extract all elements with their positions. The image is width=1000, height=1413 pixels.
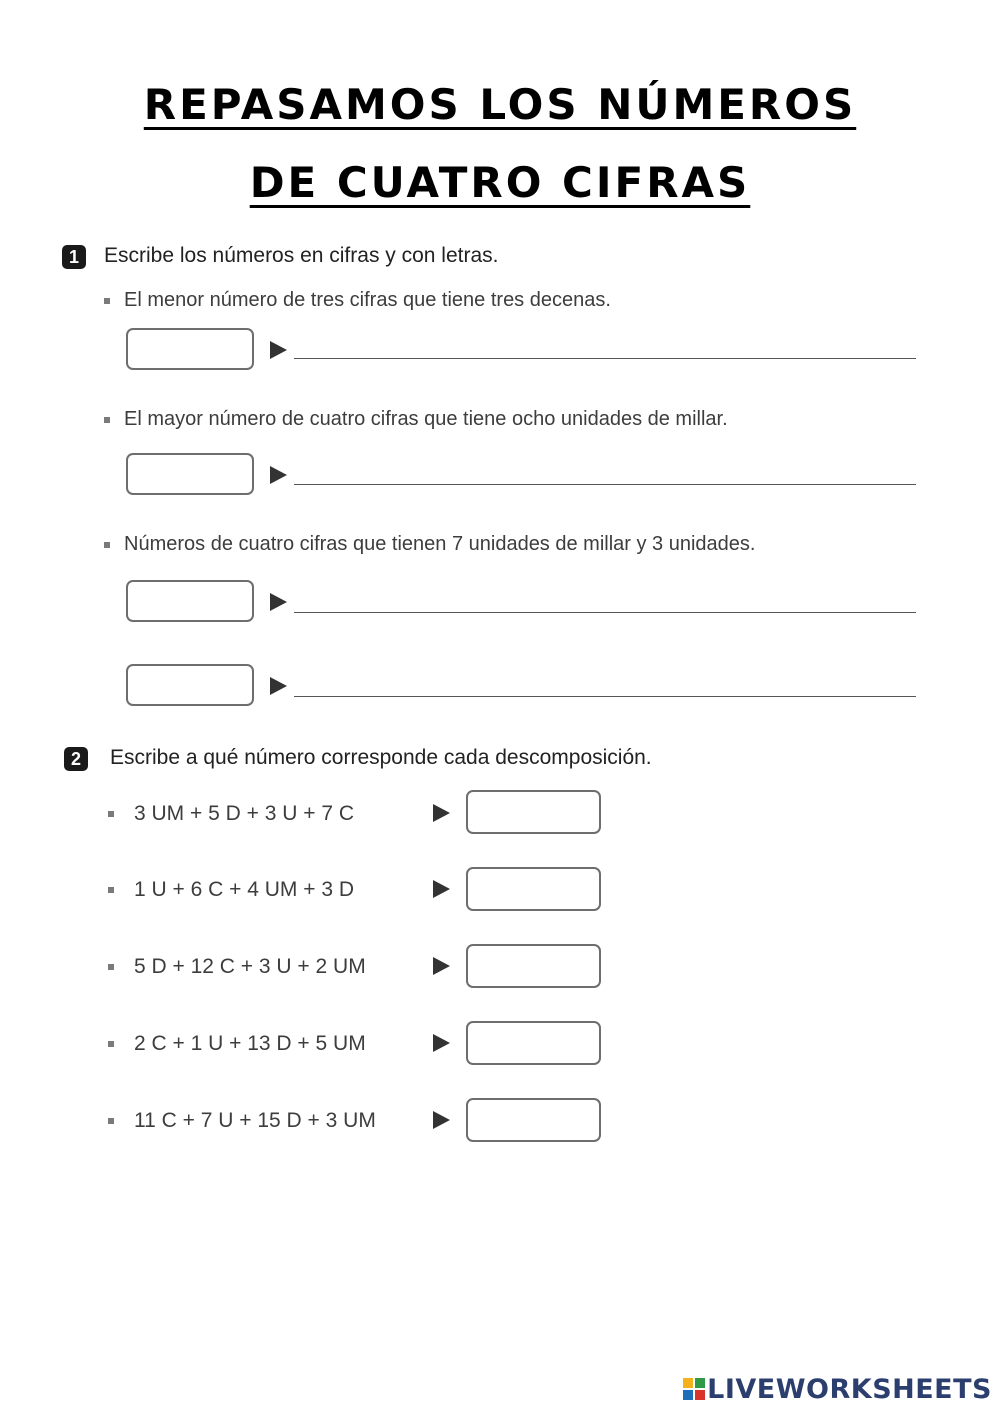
decomposition-3-answer[interactable] xyxy=(466,944,601,988)
decomposition-4-answer[interactable] xyxy=(466,1021,601,1065)
decomposition-2-answer[interactable] xyxy=(466,867,601,911)
decomposition-3: 5 D + 12 C + 3 U + 2 UM xyxy=(108,955,366,979)
decomposition-1: 3 UM + 5 D + 3 U + 7 C xyxy=(108,802,354,826)
exercise-1-answer-3a-digits[interactable] xyxy=(126,580,254,622)
page-title-line2: DE CUATRO CIFRAS xyxy=(249,158,751,207)
exercise-1-answer-3b-words[interactable] xyxy=(294,696,916,697)
decomposition-5: 11 C + 7 U + 15 D + 3 UM xyxy=(108,1109,376,1133)
arrow-icon xyxy=(270,677,287,695)
exercise-1-item-1: El menor número de tres cifras que tiene tres decenas. xyxy=(104,289,611,312)
brand-text: LIVEWORKSHEETS xyxy=(707,1374,992,1405)
decomposition-2: 1 U + 6 C + 4 UM + 3 D xyxy=(108,878,354,902)
exercise-1-instruction: Escribe los números en cifras y con letras. xyxy=(104,244,499,267)
arrow-icon xyxy=(270,341,287,359)
decomposition-5-answer[interactable] xyxy=(466,1098,601,1142)
exercise-2-badge: 2 xyxy=(64,747,88,771)
arrow-icon xyxy=(433,957,450,975)
decomposition-1-answer[interactable] xyxy=(466,790,601,834)
arrow-icon xyxy=(433,804,450,822)
arrow-icon xyxy=(270,593,287,611)
exercise-1-answer-1-digits[interactable] xyxy=(126,328,254,370)
exercise-1-answer-3b-digits[interactable] xyxy=(126,664,254,706)
exercise-1-answer-1-words[interactable] xyxy=(294,358,916,359)
decomposition-4: 2 C + 1 U + 13 D + 5 UM xyxy=(108,1032,366,1056)
exercise-1-answer-2-words[interactable] xyxy=(294,484,916,485)
exercise-2-instruction: Escribe a qué número corresponde cada descomposición. xyxy=(110,746,652,769)
page-title-line1: REPASAMOS LOS NÚMEROS xyxy=(143,80,857,129)
arrow-icon xyxy=(433,1034,450,1052)
exercise-1-answer-2-digits[interactable] xyxy=(126,453,254,495)
liveworksheets-brand[interactable] xyxy=(683,1374,992,1405)
exercise-1-badge: 1 xyxy=(62,245,86,269)
liveworksheets-logo-icon xyxy=(683,1378,705,1400)
exercise-1-item-2: El mayor número de cuatro cifras que tiene ocho unidades de millar. xyxy=(104,408,728,431)
arrow-icon xyxy=(433,1111,450,1129)
exercise-1-answer-3a-words[interactable] xyxy=(294,612,916,613)
arrow-icon xyxy=(270,466,287,484)
arrow-icon xyxy=(433,880,450,898)
exercise-1-item-3: Números de cuatro cifras que tienen 7 unidades de millar y 3 unidades. xyxy=(104,533,755,556)
